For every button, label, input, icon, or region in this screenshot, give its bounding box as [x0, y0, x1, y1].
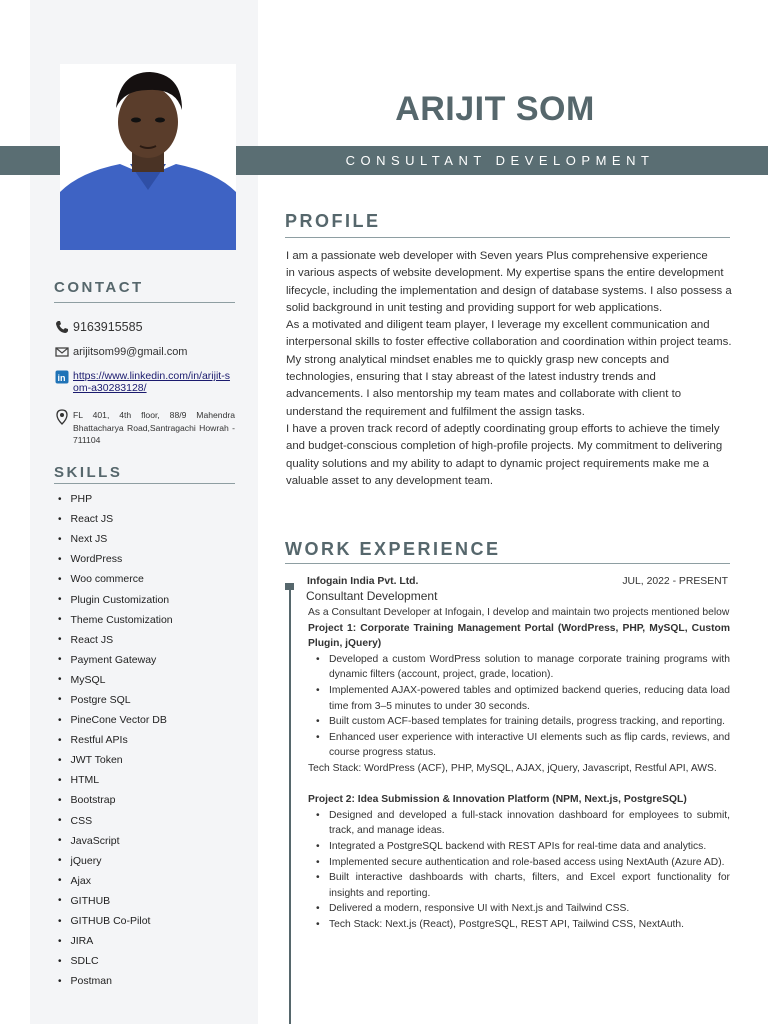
skill-item: • PineCone Vector DB [54, 710, 173, 730]
bullet-item: • Integrated a PostgreSQL backend with REST APIs for real-time data and analytics. [329, 839, 730, 855]
skill-item: • Theme Customization [54, 610, 173, 630]
person-photo-icon [60, 64, 236, 250]
contact-heading: CONTACT [54, 279, 144, 296]
skill-item: • GITHUB Co-Pilot [54, 911, 173, 931]
project-1-tech-stack: Tech Stack: WordPress (ACF), PHP, MySQL, AJAX, jQuery, Javascript, Restful API, AWS. [308, 762, 717, 774]
skill-item: • Woo commerce [54, 569, 173, 589]
project-2-bullets [308, 808, 730, 933]
project-1-title: Project 1: Corporate Training Management Portal (WordPress, PHP, MySQL, Custom Plugin, jQuery) [308, 622, 730, 650]
company-name: Infogain India Pvt. Ltd. [307, 576, 419, 587]
project-1-bullets [308, 652, 730, 761]
phone-number: 9163915585 [73, 320, 143, 334]
skill-item: • CSS [54, 811, 173, 831]
profile-paragraph: I have a proven track record of adeptly coordinating group efforts to achieve the timely and budget-conscious completion of high-profile projects. My commitment to delivering quality solutions and my ability to adapt to dynamic project requirements make me a valuable asset to any development team. [286, 422, 723, 487]
skill-item: • Plugin Customization [54, 589, 173, 609]
email-row [54, 346, 187, 358]
profile-summary [286, 248, 734, 490]
linkedin-row [54, 370, 235, 394]
work-experience-heading: WORK EXPERIENCE [285, 539, 501, 559]
profile-paragraph: I am a passionate web developer with Seven years Plus comprehensive experience [286, 250, 708, 262]
skill-item: • SDLC [54, 951, 173, 971]
work-experience-divider [285, 563, 730, 564]
skills-list [54, 489, 173, 991]
contact-divider [54, 302, 235, 303]
job-description [308, 605, 730, 932]
project-2-title: Project 2: Idea Submission & Innovation Platform (NPM, Next.js, PostgreSQL) [308, 794, 687, 806]
bullet-item: • Delivered a modern, responsive UI with Next.js and Tailwind CSS. [329, 901, 730, 917]
skill-item: • Ajax [54, 871, 173, 891]
mail-icon [54, 346, 70, 358]
skill-item: • PHP [54, 489, 173, 509]
employment-dates: JUL, 2022 - PRESENT [622, 576, 728, 587]
bullet-item: • Implemented secure authentication and role-based access using NextAuth (Azure AD). [329, 855, 730, 871]
job-role: Consultant Development [306, 589, 438, 603]
profile-photo [60, 64, 236, 250]
skill-item: • React JS [54, 509, 173, 529]
location-pin-icon [54, 409, 70, 425]
address-row [54, 409, 235, 447]
skills-divider [54, 483, 235, 484]
skill-item: • Payment Gateway [54, 650, 173, 670]
bullet-item: • Implemented AJAX-powered tables and optimized backend queries, reducing data load time from 3–5 minutes to under 30 seconds. [329, 683, 730, 714]
postal-address: FL 401, 4th floor, 88/9 Mahendra Bhattacharya Road,Santragachi Howrah - 711104 [73, 410, 235, 445]
skill-item: • WordPress [54, 549, 173, 569]
skill-item: • React JS [54, 630, 173, 650]
email-address[interactable]: arijitsom99@gmail.com [73, 346, 188, 358]
skill-item: • Bootstrap [54, 790, 173, 810]
skill-item: • Next JS [54, 529, 173, 549]
candidate-name: ARIJIT SOM [395, 90, 595, 128]
skill-item: • Restful APIs [54, 730, 173, 750]
timeline-line [289, 586, 291, 1024]
bullet-item: • Built custom ACF-based templates for training details, progress tracking, and reporting. [329, 714, 730, 730]
linkedin-icon [54, 370, 70, 384]
skill-item: • jQuery [54, 851, 173, 871]
profile-paragraph: As a motivated and diligent team player, I leverage my excellent communication and interpersonal skills to foster effective collaboration and coordination within project teams. My strong analytical mindset enables me to quickly grasp new concepts and technologies, ensuring that I stay abreast of the latest industry trends and advancements. I also mentorship my team mates and collaborate with client to understand the requirement and fulfilment the assign tasks. [286, 319, 732, 418]
skill-item: • JavaScript [54, 831, 173, 851]
job-title: CONSULTANT DEVELOPMENT [345, 153, 655, 168]
bullet-item: • Tech Stack: Next.js (React), PostgreSQL, REST API, Tailwind CSS, NextAuth. [329, 917, 730, 933]
profile-heading: PROFILE [285, 211, 381, 231]
phone-icon [54, 320, 70, 334]
bullet-item: • Developed a custom WordPress solution to manage corporate training programs with dynamic filters (account, project, grade, location). [329, 652, 730, 683]
skill-item: • Postman [54, 971, 173, 991]
bullet-item: • Designed and developed a full-stack innovation dashboard for employees to submit, track, and manage ideas. [329, 808, 730, 839]
svg-text:in: in [57, 373, 66, 383]
skill-item: • HTML [54, 770, 173, 790]
skill-item: • Postgre SQL [54, 690, 173, 710]
profile-divider [285, 237, 730, 238]
phone-row [54, 320, 143, 334]
skills-heading: SKILLS [54, 464, 123, 481]
skill-item: • JIRA [54, 931, 173, 951]
skill-item: • GITHUB [54, 891, 173, 911]
skill-item: • MySQL [54, 670, 173, 690]
linkedin-link[interactable]: https://www.linkedin.com/in/arijit-som-a30283128/ [73, 370, 230, 394]
skill-item: • JWT Token [54, 750, 173, 770]
bullet-item: • Enhanced user experience with interactive UI elements such as flip cards, reviews, and course progress status. [329, 730, 730, 761]
bullet-item: • Built interactive dashboards with charts, filters, and Excel export functionality for insights and reporting. [329, 870, 730, 901]
job-intro: As a Consultant Developer at Infogain, I develop and maintain two projects mentioned below [308, 607, 730, 618]
profile-paragraph: in various aspects of website development. My expertise spans the entire development lifecycle, including the implementation and design of database systems. I also possess a solid background in unit testing and providing support for web applications. [286, 267, 732, 314]
